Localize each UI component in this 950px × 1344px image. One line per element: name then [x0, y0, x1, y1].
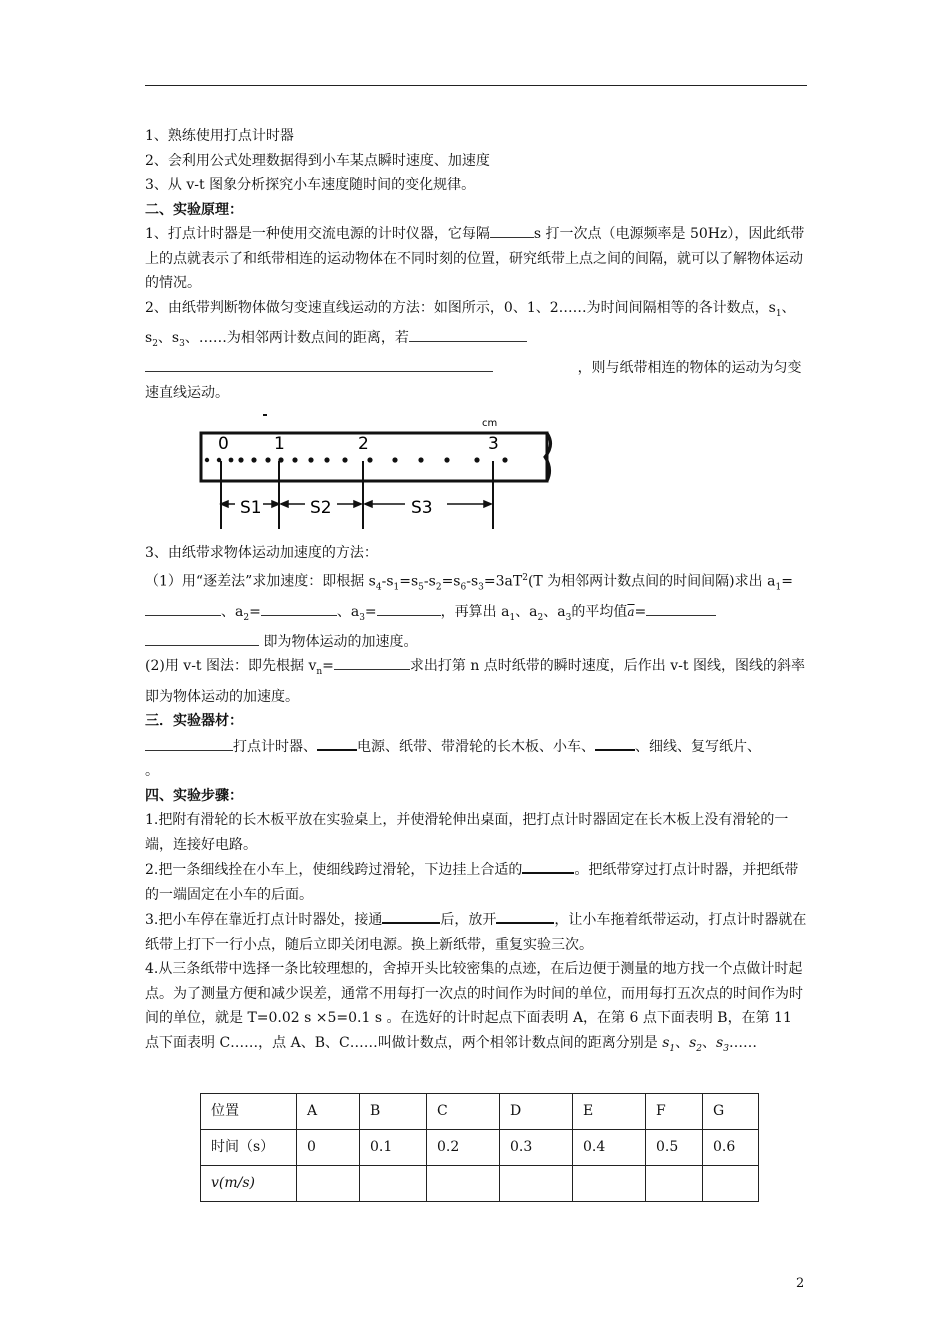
step-2 [145, 857, 807, 907]
header-rule [145, 85, 807, 86]
steps-heading: 四、实验步骤： [145, 787, 243, 804]
table-cell: 时间（s） [201, 1129, 297, 1165]
table-cell-input[interactable] [427, 1165, 500, 1201]
blank-weight[interactable] [522, 857, 574, 874]
equipment-text-b: 电源、纸带、带滑轮的长木板、小车、 [357, 738, 595, 755]
equipment-text-a: 打点计时器、 [233, 738, 317, 755]
principle-paragraph-3-heading: 3、由纸带求物体运动加速度的方法： [145, 545, 378, 562]
blank-timer-type[interactable] [145, 735, 233, 751]
tape-label-2: 2 [358, 434, 369, 455]
blank-vn[interactable] [334, 654, 410, 670]
blank-item[interactable] [595, 734, 635, 751]
table-row [201, 1129, 759, 1165]
table-row [201, 1093, 759, 1129]
table-cell: D [500, 1093, 573, 1129]
table-cell-input[interactable] [703, 1165, 759, 1201]
goal-2: 2、会利用公式处理数据得到小车某点瞬时速度、加速度 [145, 152, 490, 169]
table-cell: 0.3 [500, 1129, 573, 1165]
equipment-text-d: 。 [145, 763, 159, 780]
p3-1-text-b: (T 为相邻两计数点间的时间间隔)求出 a [527, 573, 776, 590]
paper-tape-figure [145, 409, 807, 535]
blank-power[interactable] [382, 907, 440, 924]
blank-condition-2[interactable] [145, 356, 493, 372]
table-cell: 0.1 [360, 1129, 427, 1165]
goal-1: 1、熟练使用打点计时器 [145, 128, 294, 144]
tape-label-3: 3 [488, 434, 499, 455]
table-cell: 0.2 [427, 1129, 500, 1165]
table-cell-input[interactable] [500, 1165, 573, 1201]
step-1: 1.把附有滑轮的长木板平放在实验桌上，并使滑轮伸出桌面，把打点计时器固定在长木板上没有滑轮的一端，连接好电路。 [145, 812, 789, 853]
paper-tape-diagram [155, 409, 555, 535]
step-3-text-a: 3.把小车停在靠近打点计时器处，接通 [145, 912, 383, 929]
p3-1-text-a: （1）用“逐差法”求加速度：即根据 s [145, 573, 376, 590]
table-cell: A [297, 1093, 360, 1129]
step-3-text-c: ，让小车拖着纸带运动，打点计时器就在纸带上打下一行小点，随后立即关闭电源。换上新纸带，重复实验三次。 [145, 912, 807, 953]
step-2-text-a: 2.把一条细线拴在小车上，使细线跨过滑轮，下边挂上合适的 [145, 862, 523, 879]
step-4-text-a: 4.从三条纸带中选择一条比较理想的，舍掉开头比较密集的点迹，在后边便于测量的地方找一个点做计时起点。为了测量方便和减少误差，通常不用每打一次点的时间作为时间的单位，而用每打五次点的时间作为时间的单位，就是 T=0.02 s ×5=0.1 s 。在选好的计时起点下面表明 A，在第 6 点下面表明 B，在第 11 点下面表明 C……，点 A、B、C……叫做计数点，两个相邻计数点间的距离分别是 [145, 961, 803, 1051]
blank-a3[interactable] [377, 600, 441, 616]
step-3-text-b: 后，放开 [440, 912, 497, 929]
table-cell: 0.6 [703, 1129, 759, 1165]
tape-label-0: 0 [218, 434, 229, 455]
table-cell: C [427, 1093, 500, 1129]
principle-heading: 二、实验原理： [145, 201, 243, 218]
p2-text-e: ，则与纸带相连的物体的运动为匀变速直线运动。 [145, 360, 802, 401]
blank-a2[interactable] [261, 600, 337, 616]
p2-text-b: 、s [145, 299, 796, 346]
p1-text-a: 1、打点计时器是一种使用交流电源的计时仪器，它每隔 [145, 226, 490, 242]
p3-2-text-a: (2)用 v-t 图法：即先根据 v [145, 658, 317, 675]
table-row [201, 1165, 759, 1201]
blank-power-type[interactable] [317, 734, 357, 751]
table-cell: v(m/s) [201, 1165, 297, 1201]
tape-unit-label: cm [482, 418, 498, 430]
table-cell-input[interactable] [360, 1165, 427, 1201]
velocity-table [200, 1093, 759, 1202]
p2-text-c: 、s [157, 329, 180, 346]
equipment-paragraph [145, 734, 807, 784]
table-cell: B [360, 1093, 427, 1129]
step-4-text-b: …… [728, 1034, 757, 1051]
table-cell: 0.4 [573, 1129, 646, 1165]
goal-3: 3、从 v-t 图象分析探究小车速度随时间的变化规律。 [145, 177, 476, 193]
segment-label-s3: S3 [411, 498, 433, 519]
equipment-text-c: 、细线、复写纸片、 [635, 738, 761, 755]
p3-1-text-e: 即为物体运动的加速度。 [263, 633, 418, 650]
segment-label-s1: S1 [240, 498, 262, 519]
p1-text-b: s 打一次点（电源频率是 50Hz），因此纸带上的点就表示了和纸带相连的运动物体在不同时刻的位置，研究纸带上点之间的间隔，就可以了解物体运动的情况。 [145, 226, 805, 291]
blank-average-1[interactable] [646, 600, 716, 616]
principle-paragraph-3-2: (2)用 v-t 图法：即先根据 $v_n=$ 求出打第 n 点时纸带的瞬时速度，后作出 v-t 图线，图线的斜率即为物体运动的加速度。 [145, 654, 807, 709]
table-cell: G [703, 1093, 759, 1129]
table-cell-input[interactable] [646, 1165, 703, 1201]
blank-average-2[interactable] [145, 630, 259, 646]
blank-interval[interactable] [490, 222, 534, 238]
p2-text-d: 、……为相邻两计数点间的距离，若 [184, 329, 409, 346]
blank-condition-1[interactable] [409, 326, 527, 342]
principle-paragraph-3-1: （1）用“逐差法”求加速度：即根据 $s_4-s_1=s_5-s_2=s_6-s_3=3aT^2(T$ 为相邻两计数点间的时间间隔)求出 $a_1=$、$a_2=$ 、$a_3=$ ，再算出 $a_1$、$a_2$、$a_3$的平均值$\overline{a}=$ 即为物体运动的加速度。 [145, 572, 793, 650]
p3-2-text-b: 求出打第 n 点时纸带的瞬时速度，后作出 v-t 图线，图线的斜率即为物体运动的加速度。 [145, 658, 805, 705]
step-2-text-b: 。把纸带穿过打点计时器，并把纸带的一端固定在小车的后面。 [145, 862, 799, 903]
p3-1-text-d: 的平均值 [571, 603, 628, 620]
p2-text-a: 2、由纸带判断物体做匀变速直线运动的方法：如图所示，0、1、2……为时间间隔相等的各计数点，s [145, 299, 776, 316]
step-3 [145, 907, 807, 957]
table-cell: 0.5 [646, 1129, 703, 1165]
tape-label-1: 1 [274, 434, 285, 455]
principle-paragraph-1 [145, 222, 807, 296]
page-number: 2 [796, 1276, 805, 1291]
blank-a1[interactable] [145, 600, 221, 616]
table-cell-input[interactable] [297, 1165, 360, 1201]
step-4: 4.从三条纸带中选择一条比较理想的，舍掉开头比较密集的点迹，在后边便于测量的地方找一个点做计时起点。为了测量方便和减少误差，通常不用每打一次点的时间作为时间的单位，而用每打五次点的时间作为时间的单位，就是 T=0.02 s ×5=0.1 s 。在选好的计时起点下面表明 A，在第 6 点下面表明 B，在第 11 点下面表明 C……，点 A、B、C……叫做计数点，两个相邻计数点间的距离分别是 $s_1$、$s_2$、$s_3\dots\dots$ [145, 961, 803, 1054]
table-cell-input[interactable] [573, 1165, 646, 1201]
page-content [145, 124, 807, 1202]
p3-1-text-c: ，再算出 a [440, 603, 510, 620]
table-cell: 0 [297, 1129, 360, 1165]
segment-label-s2: S2 [310, 498, 332, 519]
table-cell: F [646, 1093, 703, 1129]
equipment-heading: 三．实验器材： [145, 713, 243, 730]
blank-release[interactable] [496, 907, 554, 924]
table-cell: E [573, 1093, 646, 1129]
table-cell: 位置 [201, 1093, 297, 1129]
principle-paragraph-2: 2、由纸带判断物体做匀变速直线运动的方法：如图所示，0、1、2……为时间间隔相等的各计数点，$s_1$、$s_2$、$s_3$、……为相邻两计数点间的距离，若 ，则与纸带相连的物体的运动为匀变速直线运动。 [145, 299, 802, 401]
